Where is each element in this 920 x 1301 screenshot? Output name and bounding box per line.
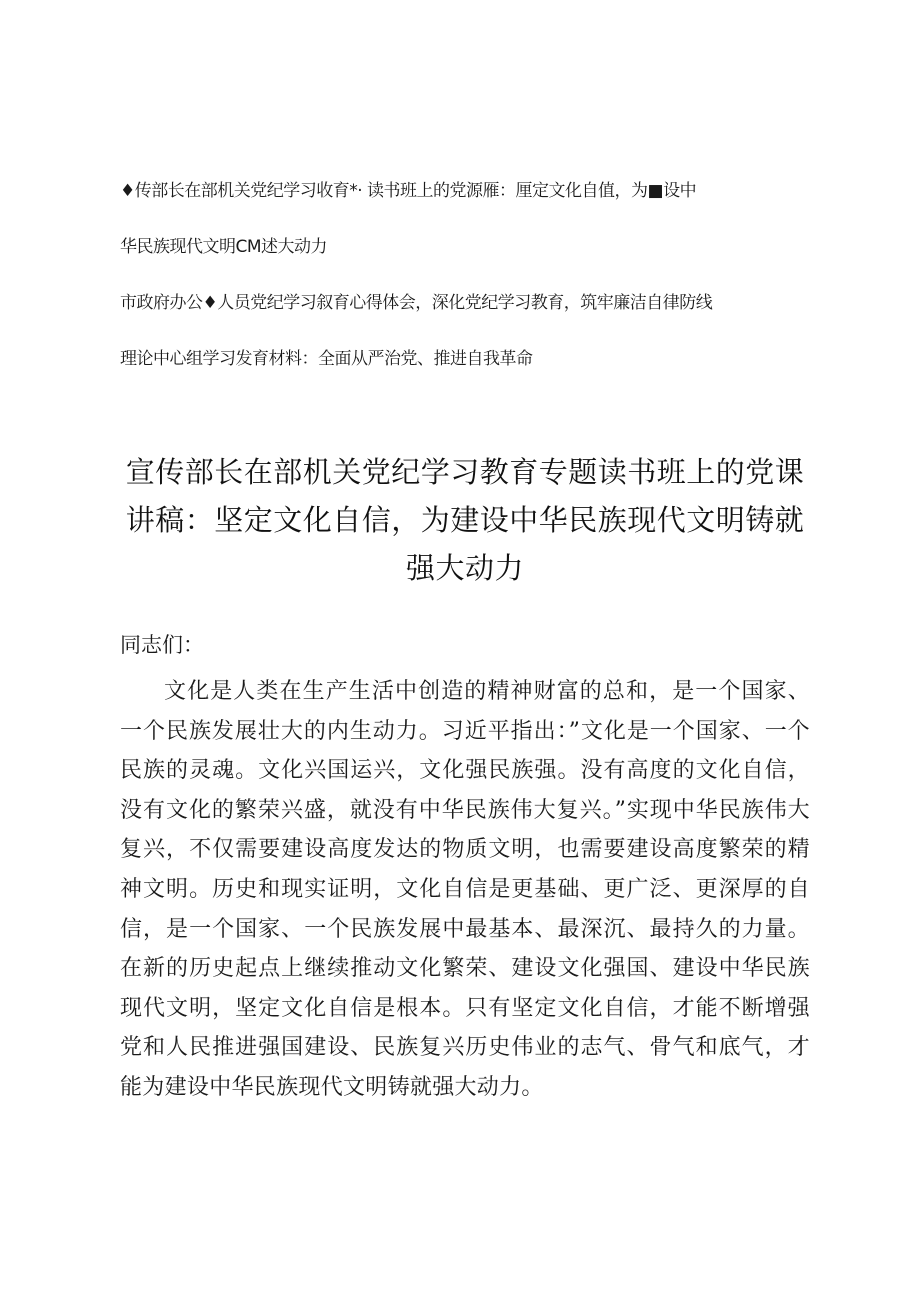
related-link-continuation[interactable]: 华民族现代文明CM述大动力 <box>120 237 328 257</box>
related-links-list <box>120 180 810 404</box>
document-title: 宣传部长在部机关党纪学习教育专题读书班上的党课讲稿：坚定文化自信，为建设中华民族现代文明铸就强大动力 <box>125 455 805 585</box>
related-link[interactable]: 市政府办公♦人员党纪学习叙育心得体会，深化党纪学习教育，筑牢廉洁自律防线 <box>120 293 713 313</box>
related-link[interactable]: ♦传部长在部机关党纪学习收育*· 读书班上的党源雁：厘定文化自值，为■设中 <box>120 181 697 201</box>
related-link[interactable]: 理论中心组学习发育材料：全面从严治党、推进自我革命 <box>120 349 533 369</box>
body-paragraph: 文化是人类在生产生活中创造的精神财富的总和，是一个国家、一个民族发展壮大的内生动力。习近平指出：”文化是一个国家、一个民族的灵魂。文化兴国运兴，文化强民族强。没有高度的文化自信，没有文化的繁荣兴盛，就没有中华民族伟大复兴。”实现中华民族伟大复兴，不仅需要建设高度发达的物质文明，也需要建设高度繁荣的精神文明。历史和现实证明，文化自信是更基础、更广泛、更深厚的自信，是一个国家、一个民族发展中最基本、最深沉、最持久的力量。在新的历史起点上继续推动文化繁荣、建设文化强国、建设中华民族现代文明，坚定文化自信是根本。只有坚定文化自信，才能不断增强党和人民推进强国建设、民族复兴历史伟业的志气、骨气和底气，才能为建设中华民族现代文明铸就强大动力。 <box>120 679 810 1100</box>
document-body <box>120 630 810 1108</box>
salutation: 同志们： <box>120 633 204 657</box>
